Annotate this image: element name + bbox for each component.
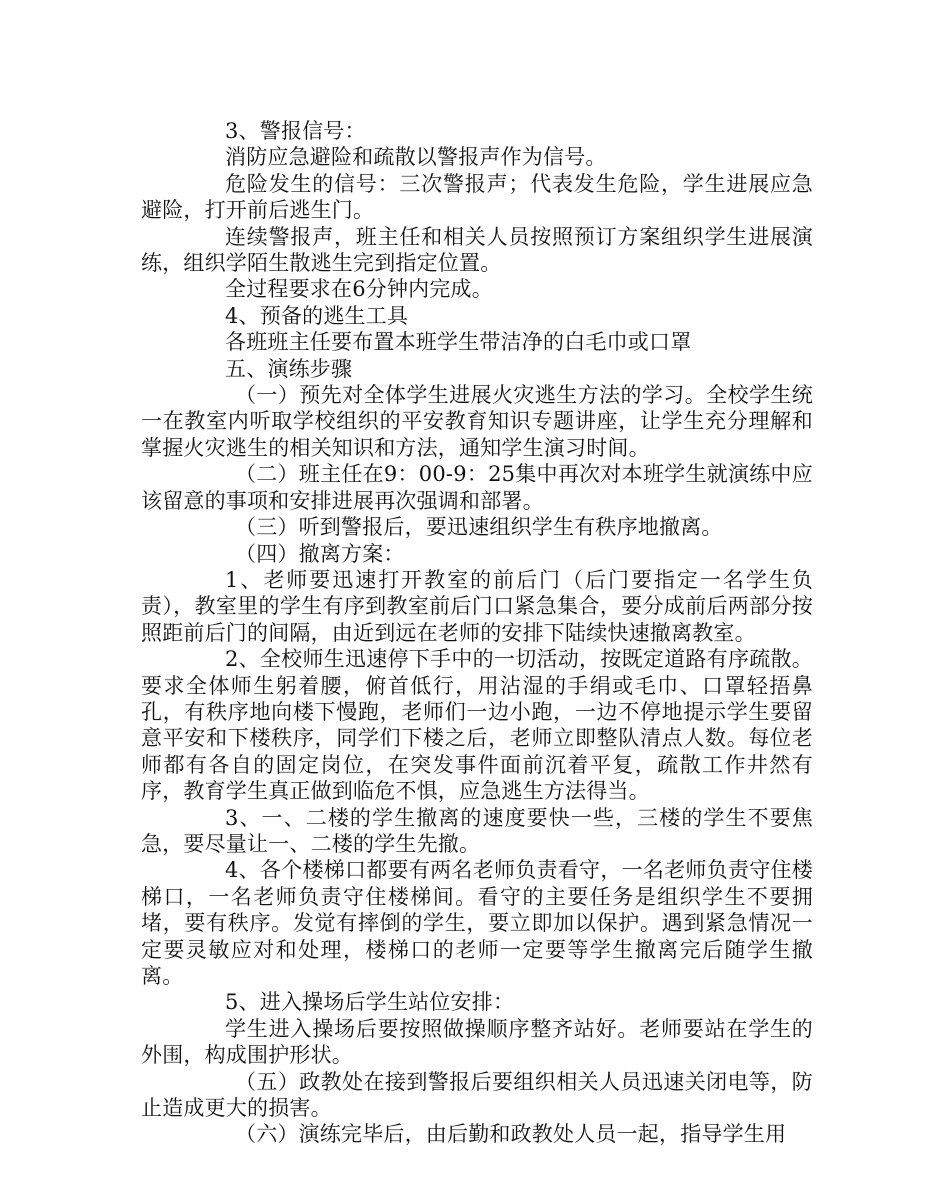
paragraph-evacuation-5-heading: 5、进入操场后学生站位安排： — [225, 990, 515, 1015]
paragraph-step-2: （二）班主任在9：00-9：25集中再次对本班学生就演练中应该留意的事项和安排进展再次强调和部署。 — [141, 462, 813, 513]
paragraph-step-6: （六）演练完毕后，由后勤和政教处人员一起，指导学生用 — [235, 1122, 787, 1147]
paragraph-step-4-heading: （四）撤离方案： — [235, 541, 405, 566]
paragraph-alarm-signal-heading: 3、警报信号： — [225, 119, 366, 143]
paragraph-step-1: （一）预先对全体学生进展火灾逃生方法的学习。全校学生统一在教室内听取学校组织的平安教育知识专题讲座，让学生充分理解和掌握火灾逃生的相关知识和方法，通知学生演习时间。 — [141, 383, 813, 460]
paragraph-evacuation-4: 4、各个楼梯口都要有两名老师负责看守，一名老师负责守住楼梯口，一名老师负责守住楼梯间。看守的主要任务是组织学生不要拥堵，要有秩序。发觉有摔倒的学生，要立即加以保护。遇到紧急情况一定要灵敏应对和处理，楼梯口的老师一定要等学生撤离完后随学生撤离。 — [141, 858, 813, 988]
document-body — [141, 118, 813, 1148]
paragraph-drill-steps-heading: 五、演练步骤 — [225, 356, 353, 381]
paragraph-continuous-alarm: 连续警报声，班主任和相关人员按照预订方案组织学生进展演练，组织学陌生散逃生完到指定位置。 — [141, 224, 813, 276]
paragraph-evacuation-2: 2、全校师生迅速停下手中的一切活动，按既定道路有序疏散。要求全体师生躬着腰，俯首低行，用沾湿的手绢或毛巾、口罩轻捂鼻孔，有秩序地向楼下慢跑，老师们一边小跑，一边不停地提示学生要留意平安和下楼秩序，同学们下楼之后，老师立即整队清点人数。每位老师都有各自的固定岗位，在突发事件面前沉着平复，疏散工作井然有序，教育学生真正做到临危不惧，应急逃生方法得当。 — [141, 647, 813, 804]
paragraph-escape-tools-desc: 各班班主任要布置本班学生带洁净的白毛巾或口罩 — [225, 330, 692, 355]
paragraph-alarm-signal-desc: 消防应急避险和疏散以警报声作为信号。 — [225, 145, 607, 170]
paragraph-danger-signal: 危险发生的信号：三次警报声；代表发生危险，学生进展应急避险，打开前后逃生门。 — [141, 171, 813, 223]
paragraph-step-5: （五）政教处在接到警报后要组织相关人员迅速关闭电等，防止造成更大的损害。 — [141, 1069, 813, 1121]
paragraph-evacuation-3: 3、一、二楼的学生撤离的速度要快一些，三楼的学生不要焦急，要尽量让一、二楼的学生先撤。 — [141, 805, 813, 856]
paragraph-evacuation-1: 1、老师要迅速打开教室的前后门（后门要指定一名学生负责），教室里的学生有序到教室前后门口紧急集合，要分成前后两部分按照距前后门的间隔，由近到远在老师的安排下陆续快速撤离教室。 — [141, 567, 813, 645]
paragraph-evacuation-5-desc: 学生进入操场后要按照做操顺序整齐站好。老师要站在学生的外围，构成围护形状。 — [141, 1016, 813, 1068]
paragraph-escape-tools-heading: 4、预备的逃生工具 — [225, 303, 409, 328]
paragraph-time-requirement: 全过程要求在6分钟内完成。 — [225, 277, 493, 302]
paragraph-step-3: （三）听到警报后，要迅速组织学生有秩序地撤离。 — [235, 515, 723, 540]
